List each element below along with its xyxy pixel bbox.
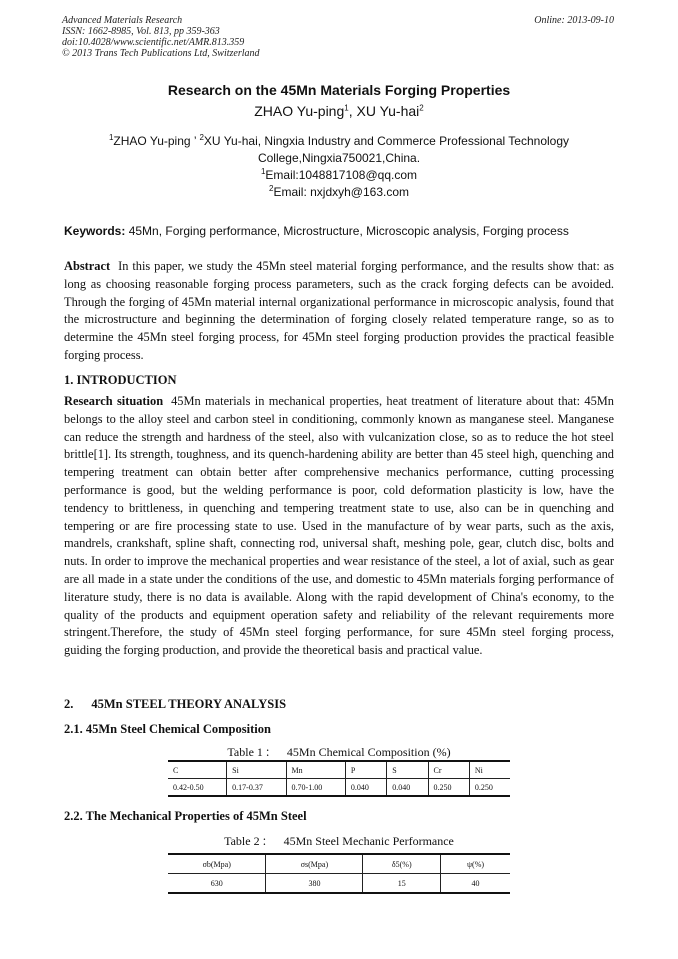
abstract-text: In this paper, we study the 45Mn steel material forging performance, and the results show that: as long as choosing reasonable forging process parameters, such as the crack forging defects can be avoided. Through the forging of 45Mn material internal organizational performance in microscopic analysis, found that the microstructure and beginning the determination of forging closely related temperature range, so as to determine the 45Mn steel forging process, for 45Mn steel forging production provides the practical feasible forging process. — [64, 259, 614, 362]
doi-line: doi:10.4028/www.scientific.net/AMR.813.359 — [62, 37, 245, 48]
table-row — [168, 874, 510, 894]
affiliation-line-2: College,Ningxia750021,China. — [257, 151, 421, 165]
table2-caption-label: Table 2 — [224, 834, 260, 848]
subsection-heading-mechanical: 2.2. The Mechanical Properties of 45Mn Steel — [64, 809, 307, 823]
table-cell: 630 — [168, 874, 266, 894]
paper-title: Research on the 45Mn Materials Forging Properties — [167, 82, 511, 98]
section-title: 45Mn STEEL THEORY ANALYSIS — [91, 697, 287, 711]
table-cell: 0.250 — [428, 779, 469, 797]
table-header-cell: Ni — [469, 761, 510, 779]
table-row — [168, 779, 510, 797]
table-header-cell: ψ(%) — [441, 854, 510, 874]
mechanical-performance-table — [168, 853, 510, 894]
affiliation-line — [0, 133, 678, 150]
keywords — [64, 224, 614, 238]
keywords-text: 45Mn, Forging performance, Microstructure, Microscopic analysis, Forging process — [125, 224, 569, 238]
table-header-row — [168, 761, 510, 779]
abstract-label: Abstract — [64, 259, 111, 273]
table-cell: 0.42-0.50 — [168, 779, 227, 797]
introduction-label: Research situation — [64, 394, 164, 408]
section-number: 2. — [64, 697, 74, 711]
journal-name: Advanced Materials Research — [62, 15, 183, 26]
author-superscript: 1 — [344, 103, 349, 113]
table1-caption-label: Table 1 — [227, 745, 263, 759]
table-cell: 0.040 — [387, 779, 428, 797]
table-header-cell: Mn — [286, 761, 345, 779]
email-line — [0, 167, 678, 184]
section-heading-theory — [64, 697, 286, 712]
keywords-label: Keywords: — [64, 224, 126, 238]
affiliation-block — [0, 133, 678, 201]
email-text: Email: nxjdxyh@163.com — [273, 185, 410, 199]
table2-caption-separator: ： — [261, 834, 274, 848]
table2-caption — [0, 832, 678, 849]
table-header-cell: Cr — [428, 761, 469, 779]
author-name: XU Yu-hai — [356, 103, 420, 119]
affiliation-superscript: 2 — [199, 133, 204, 142]
table1-caption-title: 45Mn Chemical Composition (%) — [286, 745, 451, 759]
affiliation-superscript: 1 — [108, 133, 114, 142]
issn-line: ISSN: 1662-8985, Vol. 813, pp 359-363 — [62, 26, 220, 37]
introduction-paragraph — [64, 393, 614, 660]
table-header-row — [168, 854, 510, 874]
table-cell: 0.250 — [469, 779, 510, 797]
affiliation-text: XU Yu-hai, Ningxia Industry and Commerce Professional Technology — [203, 134, 570, 148]
table-cell: 0.040 — [345, 779, 386, 797]
table-cell: 380 — [266, 874, 363, 894]
table-cell: 15 — [363, 874, 441, 894]
table-header-cell: C — [168, 761, 227, 779]
table-cell: 0.70-1.00 — [286, 779, 345, 797]
table1-caption — [0, 743, 678, 760]
author-superscript: 2 — [419, 103, 424, 113]
table-header-cell: S — [387, 761, 428, 779]
section-heading-introduction: 1. INTRODUCTION — [64, 373, 177, 387]
email-superscript: 1 — [260, 167, 266, 176]
table-header-cell: σs(Mpa) — [266, 854, 363, 874]
table1-caption-separator: ： — [264, 745, 277, 759]
email-text: Email:1048817108@qq.com — [265, 168, 418, 182]
abstract-paragraph — [64, 258, 614, 365]
affiliation-name: ZHAO Yu-ping ’ — [113, 134, 200, 148]
subsection-heading-chemical: 2.1. 45Mn Steel Chemical Composition — [64, 722, 271, 736]
chemical-composition-table — [168, 760, 510, 797]
table-cell: 0.17-0.37 — [227, 779, 286, 797]
email-line — [0, 184, 678, 201]
journal-header — [62, 15, 260, 59]
author-name: ZHAO Yu-ping — [254, 103, 345, 119]
table-header-cell: Si — [227, 761, 286, 779]
email-superscript: 2 — [268, 184, 274, 193]
table-header-cell: P — [345, 761, 386, 779]
author-line — [0, 103, 678, 119]
table2-caption-title: 45Mn Steel Mechanic Performance — [283, 834, 454, 848]
author-separator: , — [348, 103, 357, 119]
online-date: Online: 2013-09-10 — [534, 15, 614, 26]
introduction-text: 45Mn materials in mechanical properties, heat treatment of literature about that: 45Mn belongs to the alloy steel and carbon steel in conditioning, commonly known as manganese steel. Manganese can reduce the strength and hardness of the steel, also with vulcanization close, so as to reduce the hot steel brittle[1]. Its strength, toughness, and its quench-hardening ability are better than 45 steel high, quenching and tempering treatment can obtain better after comprehensive mechanics performance, cutting processing performance is good, but the welding performance is poor, cold deformation plasticity is low, have the tendency to brittleness, in quenching and tempering treatment state to use, also can be in quenching and tempering or are fire processing state to use. Used in the manufacture of by wear parts, such as the axis, mandrels, crankshaft, spline shaft, connecting rod, universal shaft, meshing pole, gear, clutch disc, bolts and nuts. In order to improve the mechanical properties and wear resistance of the steel, a lot of axial, such as gear are all made in a state under the conditions of the use, and domestic to 45Mn materials forging performance of literature study, there is no data is available. Along with the rapid development of China's economy, to the quality of the products and equipment operation safety and reliability of the relevant requirements more stringent.Therefore, the study of 45Mn steel forging performance, for sure 45Mn steel forging process, guiding the forging production, and provide the theoretical basis and practical value. — [64, 394, 614, 658]
table-cell: 40 — [441, 874, 510, 894]
copyright-line: © 2013 Trans Tech Publications Ltd, Switzerland — [62, 48, 260, 59]
table-header-cell: σb(Mpa) — [168, 854, 266, 874]
table-header-cell: δ5(%) — [363, 854, 441, 874]
